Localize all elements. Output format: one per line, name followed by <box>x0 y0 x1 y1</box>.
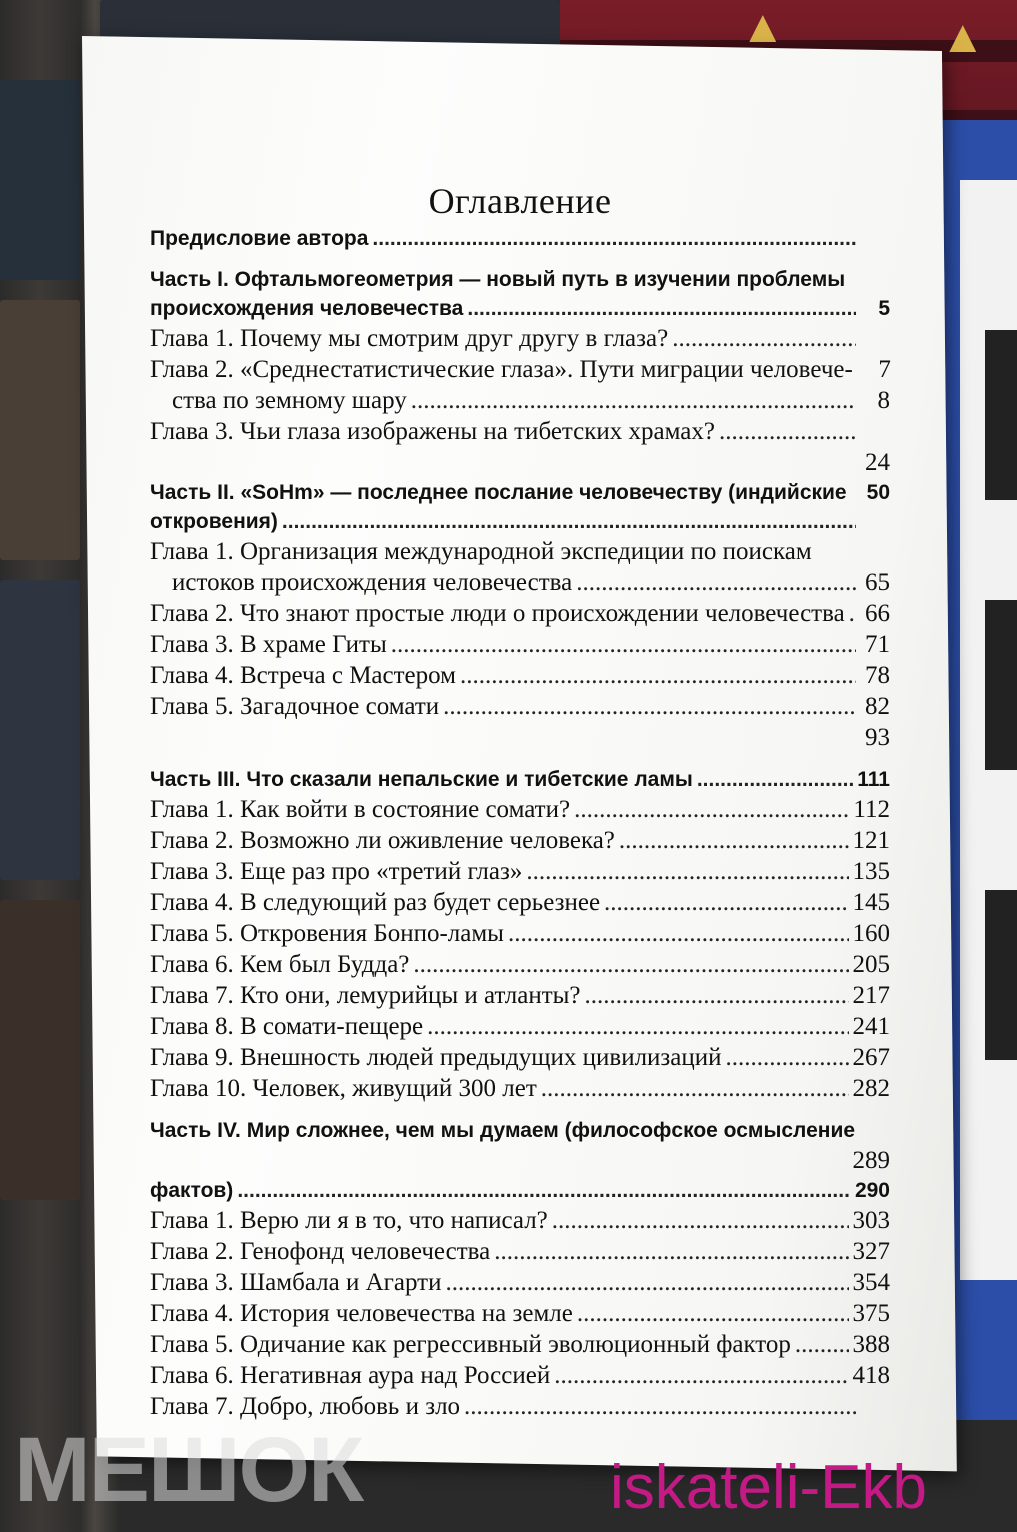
toc-chapter-row <box>150 1042 890 1073</box>
toc-dot-leader <box>554 1360 848 1391</box>
toc-entry-title: истоков происхождения человечества <box>172 569 573 596</box>
toc-page-number: 205 <box>852 951 890 978</box>
toc-entry-title: Глава 9. Внешность людей предыдущих цивилизаций <box>150 1044 722 1071</box>
toc-chapter-row <box>150 1298 890 1329</box>
toc-chapter-row <box>150 1205 890 1236</box>
toc-entry-title: Глава 3. В храме Гиты <box>150 631 387 658</box>
toc-dot-leader <box>576 567 856 598</box>
toc-chapter-row <box>150 1360 890 1391</box>
toc-dot-leader <box>795 1329 849 1360</box>
toc-dot-leader <box>282 507 856 536</box>
toc-chapter-row <box>150 1073 890 1104</box>
watermark-left: МЕШОК <box>14 1419 363 1521</box>
toc-page-number: 112 <box>853 796 890 823</box>
toc-chapter-row <box>150 1236 890 1267</box>
toc-dot-leader <box>697 765 853 794</box>
toc-part-row <box>150 478 890 507</box>
toc-page-number: 8 <box>877 387 890 414</box>
toc-entry-title: Глава 2. Генофонд человечества <box>150 1238 491 1265</box>
toc-part-row <box>150 1116 890 1145</box>
toc-page-number: 65 <box>865 569 890 596</box>
toc-page-number: 78 <box>865 662 890 689</box>
toc-part-row <box>150 507 890 536</box>
toc-entry-title: Часть I. Офтальмогеометрия — новый путь в изучении проблемы <box>150 268 846 291</box>
toc-entry-title: Глава 2. Возможно ли оживление человека? <box>150 827 615 854</box>
toc-dot-leader <box>494 1236 848 1267</box>
cover-photo <box>985 600 1017 770</box>
toc-page-number: 111 <box>857 768 890 791</box>
toc-part-row <box>150 265 890 294</box>
toc-page-number: 217 <box>852 982 890 1009</box>
toc-chapter-row <box>150 323 890 354</box>
toc-dot-leader <box>849 598 856 629</box>
toc-page-number: 241 <box>852 1013 890 1040</box>
toc-dot-leader <box>445 1267 848 1298</box>
toc-chapter-row <box>150 980 890 1011</box>
toc-page-number: 418 <box>852 1362 890 1389</box>
toc-entry-title: Предисловие автора <box>150 227 369 250</box>
toc-page-number: 82 <box>865 693 890 720</box>
toc-entry-title: Глава 5. Одичание как регрессивный эволюционный фактор <box>150 1331 791 1358</box>
toc-page-number: 24 <box>865 449 890 476</box>
book-spine <box>0 580 80 880</box>
toc-entry-title: Глава 1. Верю ли я в то, что написал? <box>150 1207 548 1234</box>
toc-dot-leader <box>372 224 856 253</box>
toc-entry-title: Глава 7. Добро, любовь и зло <box>150 1393 461 1420</box>
toc-entry-title: Глава 3. Еще раз про «третий глаз» <box>150 858 523 885</box>
toc-dot-leader <box>237 1176 851 1205</box>
toc-part-row <box>150 1176 890 1205</box>
toc-page-number: 327 <box>852 1238 890 1265</box>
toc-dot-leader <box>443 691 856 722</box>
toc-chapter-row <box>150 416 890 447</box>
toc-dot-leader <box>391 629 856 660</box>
toc-dot-leader <box>508 918 849 949</box>
toc-page-number: 145 <box>852 889 890 916</box>
toc-dot-leader <box>585 980 849 1011</box>
toc-entry-title: Глава 10. Человек, живущий 300 лет <box>150 1075 537 1102</box>
toc-chapter-row <box>150 354 890 385</box>
toc-dot-leader <box>672 323 856 354</box>
toc-dot-leader <box>604 887 848 918</box>
toc-spacer <box>150 753 890 765</box>
toc-page-number: 160 <box>852 920 890 947</box>
toc-chapter-row <box>150 567 890 598</box>
toc-dot-leader <box>464 1391 856 1422</box>
toc-chapter-row <box>150 794 890 825</box>
toc-entry-title: откровения) <box>150 510 278 533</box>
book-spine <box>0 80 80 280</box>
toc-entry-title: Глава 2. «Среднестатистические глаза». Пути миграции человече- <box>150 356 853 383</box>
watermark-right: iskateli-Ekb <box>610 1453 927 1522</box>
toc-page-number: 135 <box>852 858 890 885</box>
toc-part-row <box>150 224 890 253</box>
toc-page-number: 66 <box>865 600 890 627</box>
toc-entry-title: Глава 1. Как войти в состояние сомати? <box>150 796 571 823</box>
toc-entry-title: Глава 5. Загадочное сомати <box>150 693 440 720</box>
table-of-contents <box>150 180 890 1422</box>
toc-entry-title: Глава 6. Негативная аура над Россией <box>150 1362 551 1389</box>
toc-dot-leader <box>552 1205 849 1236</box>
toc-entry-title: фактов) <box>150 1179 234 1202</box>
toc-chapter-row <box>150 598 890 629</box>
toc-chapter-row <box>150 629 890 660</box>
toc-chapter-row <box>150 825 890 856</box>
toc-dot-leader <box>726 1042 849 1073</box>
toc-spacer <box>150 253 890 265</box>
toc-part-row <box>150 294 890 323</box>
toc-page-number: 5 <box>878 297 890 320</box>
toc-dot-leader <box>619 825 849 856</box>
toc-page-number: 375 <box>852 1300 890 1327</box>
toc-spacer <box>150 1104 890 1116</box>
toc-page-number: 121 <box>852 827 890 854</box>
toc-chapter-row <box>150 856 890 887</box>
toc-dot-leader <box>427 1011 848 1042</box>
toc-entry-title: Часть III. Что сказали непальские и тибетские ламы <box>150 768 693 791</box>
toc-chapter-row <box>150 1329 890 1360</box>
toc-entry-title: Глава 5. Откровения Бонпо-ламы <box>150 920 504 947</box>
toc-chapter-row <box>150 722 890 753</box>
toc-chapter-row <box>150 918 890 949</box>
toc-chapter-row <box>150 691 890 722</box>
toc-page-number: 71 <box>865 631 890 658</box>
book-spine <box>0 900 80 1200</box>
toc-entry-title: Глава 4. Встреча с Мастером <box>150 662 456 689</box>
toc-page-number: 93 <box>865 724 890 751</box>
toc-page-number: 282 <box>852 1075 890 1102</box>
toc-entry-title: Часть IV. Мир сложнее, чем мы думаем (философское осмысление <box>150 1119 856 1142</box>
toc-page-number: 289 <box>852 1147 890 1174</box>
toc-entry-title: Глава 4. История человечества на земле <box>150 1300 573 1327</box>
toc-dot-leader <box>574 794 849 825</box>
toc-entry-title: Глава 4. В следующий раз будет серьезнее <box>150 889 601 916</box>
toc-chapter-row <box>150 1011 890 1042</box>
toc-dot-leader <box>411 385 856 416</box>
toc-chapter-row <box>150 887 890 918</box>
toc-dot-leader <box>541 1073 849 1104</box>
toc-entry-title: Глава 2. Что знают простые люди о происхождении человечества <box>150 600 845 627</box>
toc-entry-title: происхождения человечества <box>150 297 464 320</box>
book-spine <box>0 300 80 560</box>
toc-dot-leader <box>526 856 848 887</box>
toc-title: Оглавление <box>428 181 612 221</box>
toc-entry-title: Глава 3. Шамбала и Агарти <box>150 1269 442 1296</box>
toc-page-number: 50 <box>866 481 890 504</box>
toc-page-number: 354 <box>852 1269 890 1296</box>
toc-page-number: 267 <box>852 1044 890 1071</box>
toc-chapter-row <box>150 385 890 416</box>
toc-entry-title: ства по земному шару <box>172 387 407 414</box>
toc-chapter-row <box>150 949 890 980</box>
toc-dot-leader <box>577 1298 849 1329</box>
toc-dot-leader <box>467 294 856 323</box>
red-book-spine: ▲ ▲ <box>560 0 1017 160</box>
toc-entry-title: Глава 6. Кем был Будда? <box>150 951 410 978</box>
toc-part-row <box>150 765 890 794</box>
cover-photo <box>985 890 1017 1060</box>
toc-dot-leader <box>460 660 856 691</box>
toc-dot-leader <box>413 949 848 980</box>
toc-dot-leader <box>719 416 856 447</box>
toc-entry-title: Глава 1. Почему мы смотрим друг другу в глаза? <box>150 325 669 352</box>
toc-chapter-row <box>150 447 890 478</box>
toc-entry-title: Глава 7. Кто они, лемурийцы и атланты? <box>150 982 581 1009</box>
toc-chapter-row <box>150 1267 890 1298</box>
toc-entry-title: Глава 1. Организация международной экспедиции по поискам <box>150 538 812 565</box>
toc-entry-title: Глава 8. В сомати-пещере <box>150 1013 424 1040</box>
toc-page-number: 290 <box>854 1179 890 1202</box>
toc-list <box>150 224 890 1422</box>
toc-page-number: 7 <box>878 356 891 383</box>
toc-entry-title: Часть II. «SoHm» — последнее послание человечеству (индийские <box>150 481 847 504</box>
toc-entry-title: Глава 3. Чьи глаза изображены на тибетских храмах? <box>150 418 715 445</box>
cover-photo <box>985 330 1017 500</box>
toc-page-number: 388 <box>852 1331 890 1358</box>
toc-chapter-row <box>150 660 890 691</box>
toc-chapter-row <box>150 536 890 567</box>
toc-page-number: 303 <box>852 1207 890 1234</box>
toc-chapter-row <box>150 1145 890 1176</box>
